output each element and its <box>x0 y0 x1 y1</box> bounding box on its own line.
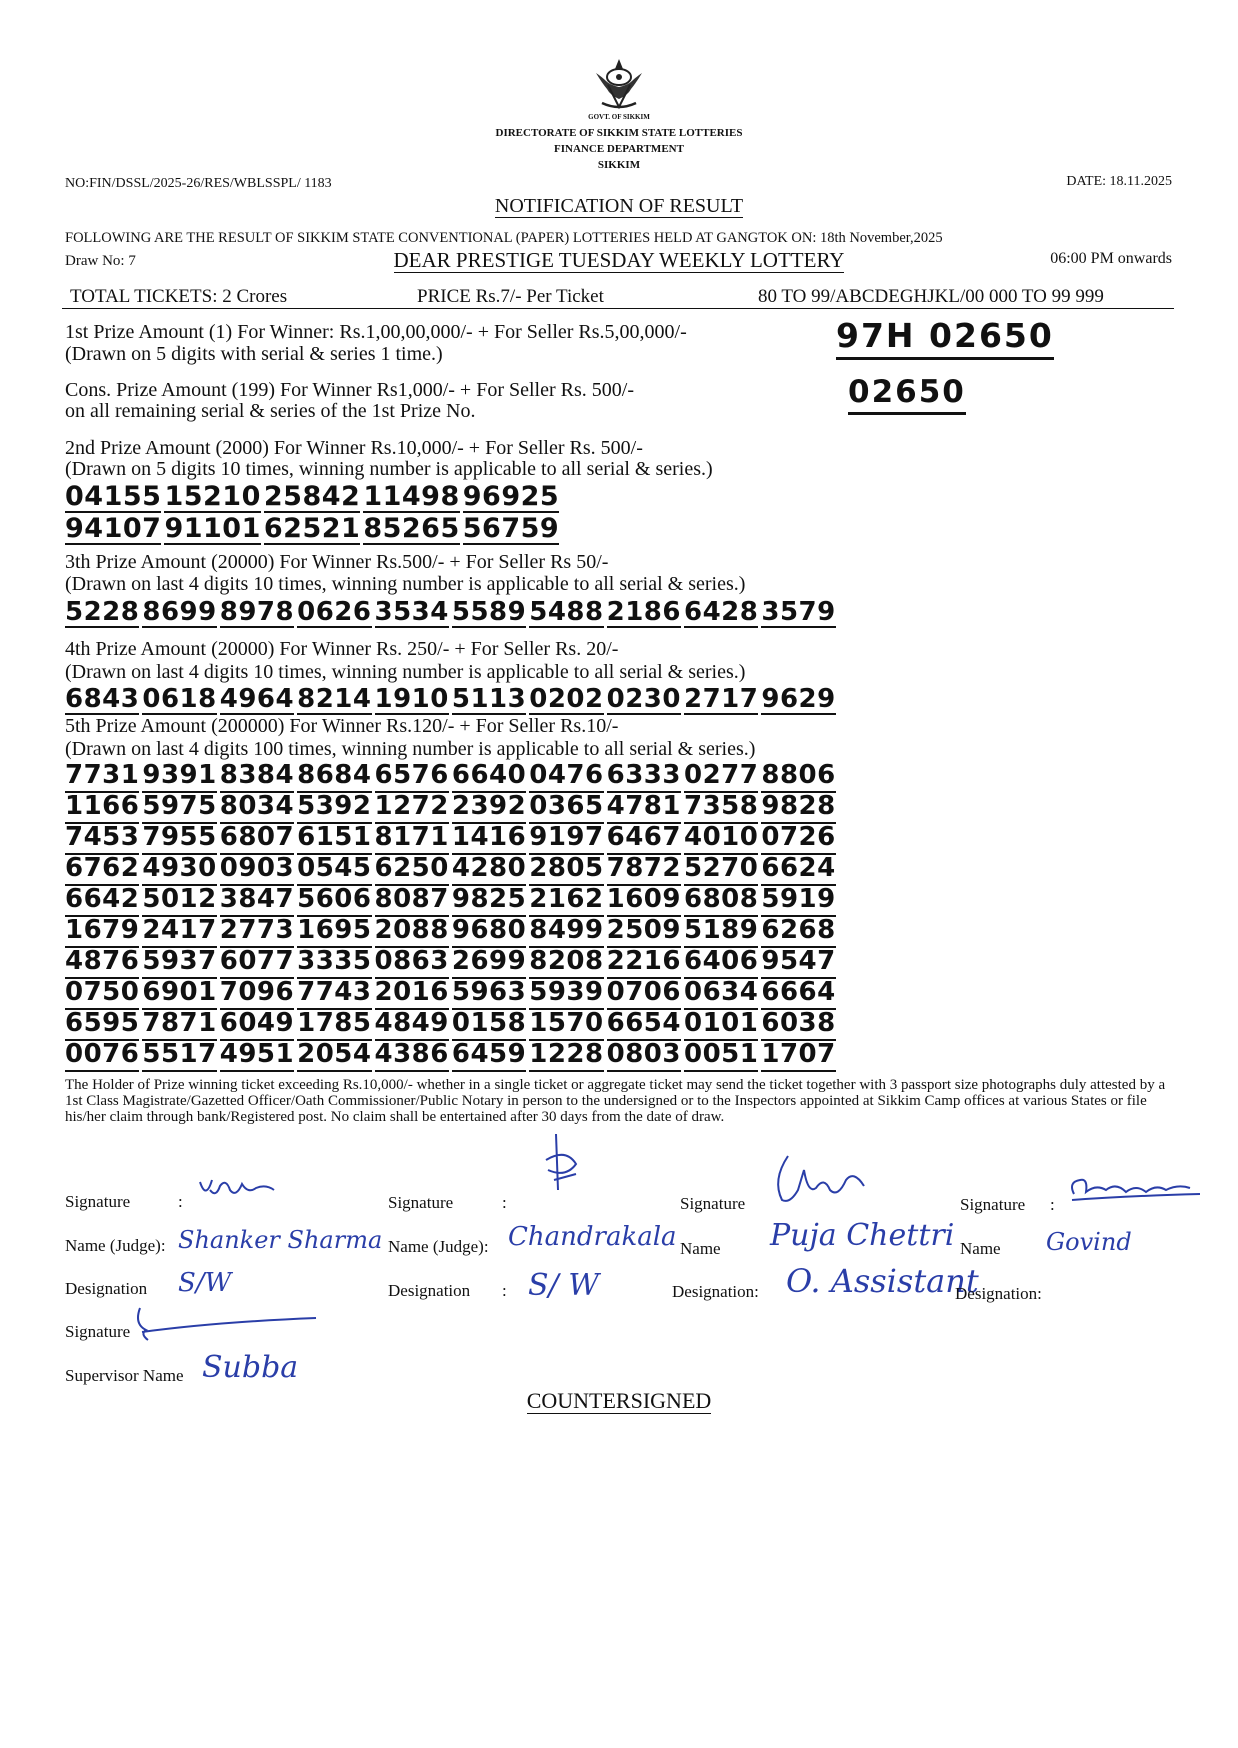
officer-signature-image <box>768 1150 878 1210</box>
fifth-prize-number: 8171 <box>375 824 449 855</box>
consolation-prize-note: on all remaining serial & series of the 1st Prize No. <box>65 400 476 422</box>
claim-instructions: The Holder of Prize winning ticket exceeding Rs.10,000/- whether in a single ticket or aggregate ticket may send the ticket together with 3 passport size photographs duly attested by a 1st Class Magistrate/Gazetted Officer/Oath Commissioner/Public Notary in person to the undersigned or to the Inspectors appointed at Sikkim Camp offices at various States or file his/her claim through bank/Registered post. No claim shall be entertained after 30 days from the date of draw. <box>65 1077 1166 1125</box>
fourth-prize-number: 0202 <box>529 684 604 714</box>
fifth-prize-number: 9197 <box>529 824 603 855</box>
officer-signature-label: Signature <box>680 1194 746 1213</box>
draw-number: Draw No: 7 <box>65 253 136 269</box>
third-prize-number: 3579 <box>761 597 836 627</box>
fifth-prize-number: 1416 <box>452 824 526 855</box>
fifth-prize-number: 4781 <box>607 793 681 824</box>
second-prize-number: 94107 <box>65 513 162 544</box>
fifth-prize-number: 6624 <box>761 855 835 886</box>
judge1-name-value: Shanker Sharma <box>178 1226 383 1254</box>
fifth-prize-number: 1695 <box>297 917 371 948</box>
fourth-prize-note: (Drawn on last 4 digits 10 times, winning number is applicable to all serial & series.) <box>65 661 746 683</box>
fifth-prize-number: 4876 <box>65 948 139 979</box>
fifth-prize-number: 8684 <box>297 762 371 793</box>
third-prize-number: 5228 <box>65 597 140 627</box>
judge1-designation-value: S/W <box>178 1268 232 1298</box>
fifth-prize-number: 7872 <box>607 855 681 886</box>
fifth-prize-number: 8384 <box>220 762 294 793</box>
second-prize-number: 04155 <box>65 481 162 512</box>
fifth-prize-number: 6151 <box>297 824 371 855</box>
fifth-prize-number: 0634 <box>684 979 758 1010</box>
third-prize-note: (Drawn on last 4 digits 10 times, winning number is applicable to all serial & series.) <box>65 573 746 595</box>
judge1-designation-label: Designation <box>65 1279 148 1298</box>
fifth-prize-desc: 5th Prize Amount (200000) For Winner Rs.120/- + For Seller Rs.10/- <box>65 715 619 737</box>
fifth-prize-number: 9680 <box>452 917 526 948</box>
fifth-prize-number: 9828 <box>761 793 835 824</box>
fifth-prize-number: 0903 <box>220 855 294 886</box>
fifth-prize-number: 0158 <box>452 1010 526 1041</box>
fifth-prize-number: 4280 <box>452 855 526 886</box>
second-prize-numbers-row2 <box>65 513 560 545</box>
second-prize-number: 96925 <box>462 481 560 512</box>
fourth-prize-number: 1910 <box>374 684 449 714</box>
second-prize-number: 25842 <box>263 481 361 512</box>
fifth-prize-number: 2392 <box>452 793 526 824</box>
fifth-prize-number: 2509 <box>607 917 681 948</box>
countersigned-label: COUNTERSIGNED <box>526 1388 712 1413</box>
fifth-prize-number: 2699 <box>452 948 526 979</box>
fifth-prize-number: 6459 <box>452 1041 526 1072</box>
fifth-prize-number: 6901 <box>142 979 216 1010</box>
supervisor-signature-image <box>136 1300 326 1344</box>
judge2-designation-label: Designation <box>388 1281 471 1300</box>
fifth-prize-number: 5939 <box>529 979 603 1010</box>
fifth-prize-number: 5012 <box>142 886 216 917</box>
fifth-prize-number: 6642 <box>65 886 139 917</box>
fifth-prize-number: 8806 <box>761 762 835 793</box>
fifth-prize-number: 7871 <box>142 1010 216 1041</box>
fifth-prize-number: 6077 <box>220 948 294 979</box>
fourth-prize-number: 2717 <box>684 684 759 714</box>
fifth-prize-number: 5919 <box>761 886 835 917</box>
officer2-signature-image <box>1066 1172 1206 1208</box>
fifth-prize-number: 2805 <box>529 855 603 886</box>
fifth-prize-number: 7955 <box>142 824 216 855</box>
fifth-prize-number: 1785 <box>297 1010 371 1041</box>
fourth-prize-number: 6843 <box>65 684 140 714</box>
fifth-prize-number: 9825 <box>452 886 526 917</box>
second-prize-number: 85265 <box>363 513 460 544</box>
fifth-prize-number: 4386 <box>375 1041 449 1072</box>
officer2-signature-colon: : <box>1050 1195 1055 1214</box>
fifth-prize-number: 0863 <box>375 948 449 979</box>
officer-designation-value: O. Assistant <box>786 1262 979 1300</box>
fifth-prize-number: 2162 <box>529 886 603 917</box>
judge1-signature-image <box>196 1170 296 1210</box>
officer2-designation-label: Designation: <box>955 1284 1042 1303</box>
second-prize-number: 15210 <box>164 481 261 512</box>
intro-text: FOLLOWING ARE THE RESULT OF SIKKIM STATE CONVENTIONAL (PAPER) LOTTERIES HELD AT GANGTOK ON: 18th November,2025 <box>65 230 943 246</box>
fourth-prize-numbers <box>65 686 836 715</box>
judge2-signature-label: Signature <box>388 1193 454 1212</box>
fifth-prize-number: 1570 <box>529 1010 603 1041</box>
officer2-name-label: Name <box>960 1239 1001 1258</box>
officer-designation-label: Designation: <box>672 1282 759 1301</box>
fifth-prize-number: 6654 <box>607 1010 681 1041</box>
third-prize-desc: 3th Prize Amount (20000) For Winner Rs.500/- + For Seller Rs 50/- <box>65 551 609 573</box>
fourth-prize-desc: 4th Prize Amount (20000) For Winner Rs. 250/- + For Seller Rs. 20/- <box>65 638 619 660</box>
fifth-prize-number: 2016 <box>375 979 449 1010</box>
supervisor-signature-label: Signature <box>65 1322 131 1341</box>
fifth-prize-number: 6268 <box>761 917 835 948</box>
state-title: SIKKIM <box>597 159 641 171</box>
fourth-prize-number: 9629 <box>761 684 836 714</box>
fifth-prize-number: 2054 <box>297 1041 371 1072</box>
fifth-prize-number: 8034 <box>220 793 294 824</box>
third-prize-number: 0626 <box>297 597 372 627</box>
fourth-prize-number: 0230 <box>606 684 681 714</box>
fifth-prize-number: 0101 <box>684 1010 758 1041</box>
fifth-prize-note: (Drawn on last 4 digits 100 times, winning number is applicable to all serial & series.) <box>65 738 756 760</box>
fifth-prize-number: 2417 <box>142 917 216 948</box>
third-prize-number: 8699 <box>142 597 217 627</box>
fifth-prize-number: 9391 <box>142 762 216 793</box>
second-prize-desc: 2nd Prize Amount (2000) For Winner Rs.10,000/- + For Seller Rs. 500/- <box>65 437 643 459</box>
fifth-prize-number: 1272 <box>375 793 449 824</box>
fifth-prize-number: 0051 <box>684 1041 758 1072</box>
draw-time: 06:00 PM onwards <box>1050 250 1172 267</box>
fifth-prize-number: 7096 <box>220 979 294 1010</box>
third-prize-number: 8978 <box>219 597 295 627</box>
fifth-prize-number: 0803 <box>607 1041 681 1072</box>
third-prize-numbers <box>65 599 836 628</box>
fifth-prize-number: 6467 <box>607 824 681 855</box>
fifth-prize-number: 1707 <box>761 1041 835 1072</box>
officer2-name-value: Govind <box>1046 1228 1132 1256</box>
total-tickets: TOTAL TICKETS: 2 Crores <box>70 286 288 307</box>
fifth-prize-number: 1609 <box>607 886 681 917</box>
fifth-prize-number: 0476 <box>529 762 603 793</box>
notification-title: NOTIFICATION OF RESULT <box>494 195 744 217</box>
third-prize-number: 5488 <box>529 597 604 627</box>
lottery-name: DEAR PRESTIGE TUESDAY WEEKLY LOTTERY <box>393 248 845 272</box>
ticket-series: 80 TO 99/ABCDEGHJKL/00 000 TO 99 999 <box>758 286 1104 307</box>
ticket-info-row <box>62 284 1174 309</box>
third-prize-number: 5589 <box>451 597 527 627</box>
fifth-prize-number: 2773 <box>220 917 294 948</box>
fourth-prize-number: 4964 <box>219 684 295 714</box>
fifth-prize-number: 6038 <box>761 1010 835 1041</box>
fifth-prize-number: 5189 <box>684 917 758 948</box>
second-prize-number: 62521 <box>263 513 361 544</box>
fifth-prize-number: 5392 <box>297 793 371 824</box>
fifth-prize-number: 6406 <box>684 948 758 979</box>
fifth-prize-number: 6664 <box>761 979 835 1010</box>
fifth-prize-number: 0706 <box>607 979 681 1010</box>
ticket-price: PRICE Rs.7/- Per Ticket <box>417 286 604 307</box>
fifth-prize-number: 0545 <box>297 855 371 886</box>
fifth-prize-number: 6808 <box>684 886 758 917</box>
fifth-prize-number: 1166 <box>65 793 139 824</box>
fifth-prize-number: 0750 <box>65 979 139 1010</box>
fifth-prize-number: 4849 <box>375 1010 449 1041</box>
fifth-prize-number: 5606 <box>297 886 371 917</box>
fifth-prize-number: 6640 <box>452 762 526 793</box>
third-prize-number: 3534 <box>374 597 449 627</box>
fifth-prize-number: 5937 <box>142 948 216 979</box>
fifth-prize-number: 6595 <box>65 1010 139 1041</box>
fifth-prize-number: 7358 <box>684 793 758 824</box>
fifth-prize-number: 8208 <box>529 948 603 979</box>
judge1-signature-colon: : <box>178 1192 183 1211</box>
fifth-prize-number: 9547 <box>761 948 835 979</box>
fifth-prize-number: 5270 <box>684 855 758 886</box>
fifth-prize-number: 1228 <box>529 1041 603 1072</box>
consolation-prize-desc: Cons. Prize Amount (199) For Winner Rs1,000/- + For Seller Rs. 500/- <box>65 379 634 401</box>
fifth-prize-number: 2088 <box>375 917 449 948</box>
reference-number: NO:FIN/DSSL/2025-26/RES/WBLSSPL/ 1183 <box>65 176 332 191</box>
fifth-prize-number: 0365 <box>529 793 603 824</box>
fifth-prize-number: 4930 <box>142 855 216 886</box>
judge1-signature-label: Signature <box>65 1192 131 1211</box>
consolation-prize-number: 02650 <box>848 374 966 415</box>
judge2-signature-colon: : <box>502 1193 507 1212</box>
fifth-prize-number: 8087 <box>375 886 449 917</box>
fifth-prize-number: 3335 <box>297 948 371 979</box>
second-prize-number: 56759 <box>462 513 560 544</box>
judge2-designation-colon: : <box>502 1281 507 1300</box>
fifth-prize-number: 0277 <box>684 762 758 793</box>
fifth-prize-number: 7453 <box>65 824 139 855</box>
fifth-prize-number: 6250 <box>375 855 449 886</box>
fifth-prize-number: 6576 <box>375 762 449 793</box>
fifth-prize-number: 3847 <box>220 886 294 917</box>
fifth-prize-number: 0726 <box>761 824 835 855</box>
second-prize-number: 11498 <box>363 481 460 512</box>
fifth-prize-number: 1679 <box>65 917 139 948</box>
officer2-signature-label: Signature <box>960 1195 1026 1214</box>
officer-name-label: Name <box>680 1239 721 1258</box>
second-prize-numbers-row1 <box>65 481 560 513</box>
fifth-prize-number: 8499 <box>529 917 603 948</box>
judge2-name-value: Chandrakala <box>508 1222 677 1252</box>
fifth-prize-number: 6049 <box>220 1010 294 1041</box>
sikkim-emblem-icon <box>588 55 650 113</box>
fifth-prize-number: 4951 <box>220 1041 294 1072</box>
judge2-signature-image <box>536 1130 596 1200</box>
third-prize-number: 2186 <box>606 597 681 627</box>
fourth-prize-number: 5113 <box>451 684 527 714</box>
supervisor-name-label: Supervisor Name <box>65 1366 184 1385</box>
second-prize-note: (Drawn on 5 digits 10 times, winning number is applicable to all serial & series.) <box>65 458 713 480</box>
first-prize-note: (Drawn on 5 digits with serial & series 1 time.) <box>65 343 443 365</box>
fifth-prize-number: 4010 <box>684 824 758 855</box>
fifth-prize-number: 6762 <box>65 855 139 886</box>
judge2-designation-value: S/ W <box>528 1268 600 1303</box>
fourth-prize-number: 8214 <box>297 684 372 714</box>
directorate-title: DIRECTORATE OF SIKKIM STATE LOTTERIES <box>495 127 743 139</box>
first-prize-number: 97H 02650 <box>836 316 1054 360</box>
second-prize-number: 91101 <box>164 513 261 544</box>
first-prize-desc: 1st Prize Amount (1) For Winner: Rs.1,00,00,000/- + For Seller Rs.5,00,000/- <box>65 321 687 343</box>
fifth-prize-number: 6807 <box>220 824 294 855</box>
fifth-prize-number: 5975 <box>142 793 216 824</box>
officer-name-value: Puja Chettri <box>770 1218 955 1253</box>
judge2-name-label: Name (Judge): <box>388 1237 489 1256</box>
fifth-prize-number: 6333 <box>607 762 681 793</box>
fourth-prize-number: 0618 <box>142 684 217 714</box>
govt-label: GOVT. OF SIKKIM <box>588 113 650 121</box>
fifth-prize-number: 5963 <box>452 979 526 1010</box>
third-prize-number: 6428 <box>684 597 759 627</box>
supervisor-name-value: Subba <box>202 1350 299 1385</box>
fifth-prize-number: 7743 <box>297 979 371 1010</box>
fifth-prize-number: 5517 <box>142 1041 216 1072</box>
fifth-prize-number: 0076 <box>65 1041 139 1072</box>
judge1-name-label: Name (Judge): <box>65 1236 166 1255</box>
department-title: FINANCE DEPARTMENT <box>554 143 684 155</box>
notification-date: DATE: 18.11.2025 <box>1066 174 1172 189</box>
fifth-prize-numbers <box>65 762 836 1072</box>
fifth-prize-number: 2216 <box>607 948 681 979</box>
fifth-prize-number: 7731 <box>65 762 139 793</box>
